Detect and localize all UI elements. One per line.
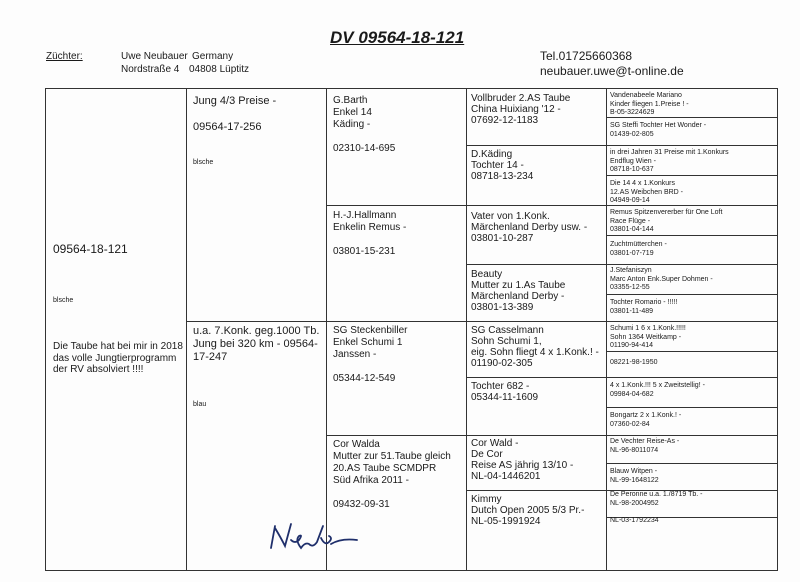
ggg-1: Vandenabeele Mariano Kinder fliegen 1.Preise ! - B-05-3224629 [610,92,689,116]
ggg-3: in drei Jahren 31 Preise mit 1.Konkurs Endflug Wien - 08718-10-637 [610,149,729,173]
grandparent-3: SG Steckenbiller Enkel Schumi 1 Janssen - 05344-12-549 [333,325,408,384]
parent-sire-color: blsche [193,159,214,166]
parent-dam: u.a. 7.Konk. geg.1000 Tb. Jung bei 320 km - 09564- 17-247 [193,325,320,363]
grandparent-2: H.-J.Hallmann Enkelin Remus - 03801-15-231 [333,210,407,257]
ggg-13: Blauw Witpen - NL-99-1648122 [610,468,659,484]
ggg-5: Remus Spitzenvererber für One Loft Race Flüge - 03801-04-144 [610,209,723,233]
pedigree-table [45,88,778,571]
great-grandparent-3: Vater von 1.Konk. Märchenland Derby usw. - 03801-10-287 [471,211,588,244]
great-grandparent-6: Tochter 682 - 05344-11-1609 [471,381,539,403]
ggg-11: Bongartz 2 x 1.Konk.! - 07360-02-84 [610,412,682,428]
pedigree-title: DV 09564-18-121 [330,28,465,47]
main-color: blsche [53,297,74,304]
ggg-7: J.Stefaniszyn Marc Anton Enk.Super Dohmen - 03355-12-55 [610,267,713,291]
breeder-street: Nordstraße 4 [121,64,180,75]
breeder-email: neubauer.uwe@t-online.de [540,64,684,78]
ggg-10: 4 x 1.Konk.!!! 5 x Zweitstellig! - 09984-04-682 [610,382,705,398]
ggg-4: Die 14 4 x 1.Konkurs 12.AS Weibchen BRD - 04949-09-14 [610,180,684,204]
ggg-12: De Vechter Reise-As - NL-96-8011074 [610,438,680,454]
ggg-8: Tochter Romario - !!!!! 03801-11-489 [610,299,678,315]
main-note: Die Taube hat bei mir in 2018 das volle Jungtierprogramm der RV absolviert !!!! [53,341,183,375]
great-grandparent-4: Beauty Mutter zu 1.As Taube Märchenland Derby - 03801-13-389 [471,269,566,313]
ggg-9: Schumi 1 6 x 1.Konk.!!!!! Sohn 1364 Weitkamp - 01190-94-414 08221-98-1950 [610,325,686,366]
great-grandparent-7: Cor Wald - De Cor Reise AS jährig 13/10 - NL-04-1446201 [471,438,574,482]
parent-dam-color: blau [193,401,207,408]
great-grandparent-5: SG Casselmann Sohn Schumi 1, eig. Sohn fliegt 4 x 1.Konk.! - 01190-02-305 [471,325,599,369]
great-grandparent-2: D.Käding Tochter 14 - 08718-13-234 [471,149,534,182]
ggg-6: Zuchtmütterchen - 03801-07-719 [610,241,667,257]
breeder-name: Uwe Neubauer [121,51,188,62]
great-grandparent-8: Kimmy Dutch Open 2005 5/3 Pr.- NL-05-1991924 [471,494,585,527]
grandparent-1: G.Barth Enkel 14 Käding - 02310-14-695 [333,95,396,154]
handwritten-signature [265,518,365,558]
great-grandparent-1: Vollbruder 2.AS Taube China Huixiang '12 - 07692-12-1183 [471,93,571,126]
ggg-2: SG Steffi Tochter Het Wonder - 01439-02-805 [610,122,707,138]
breeder-city: 04808 Lüptitz [189,64,250,75]
breeder-label: Züchter: [46,51,83,62]
parent-sire: Jung 4/3 Preise - 09564-17-256 [193,95,277,133]
breeder-country: Germany [192,51,234,62]
grandparent-4: Cor Walda Mutter zur 51.Taube gleich 20.AS Taube SCMDPR Süd Afrika 2011 - 09432-09-31 [333,439,451,510]
breeder-phone: Tel.01725660368 [540,49,633,63]
ggg-14: De Peronne u.a. 1./8719 Tb. - NL-98-2004952 NL-03-1792234 [610,491,703,524]
main-ring: 09564-18-121 [53,242,128,256]
